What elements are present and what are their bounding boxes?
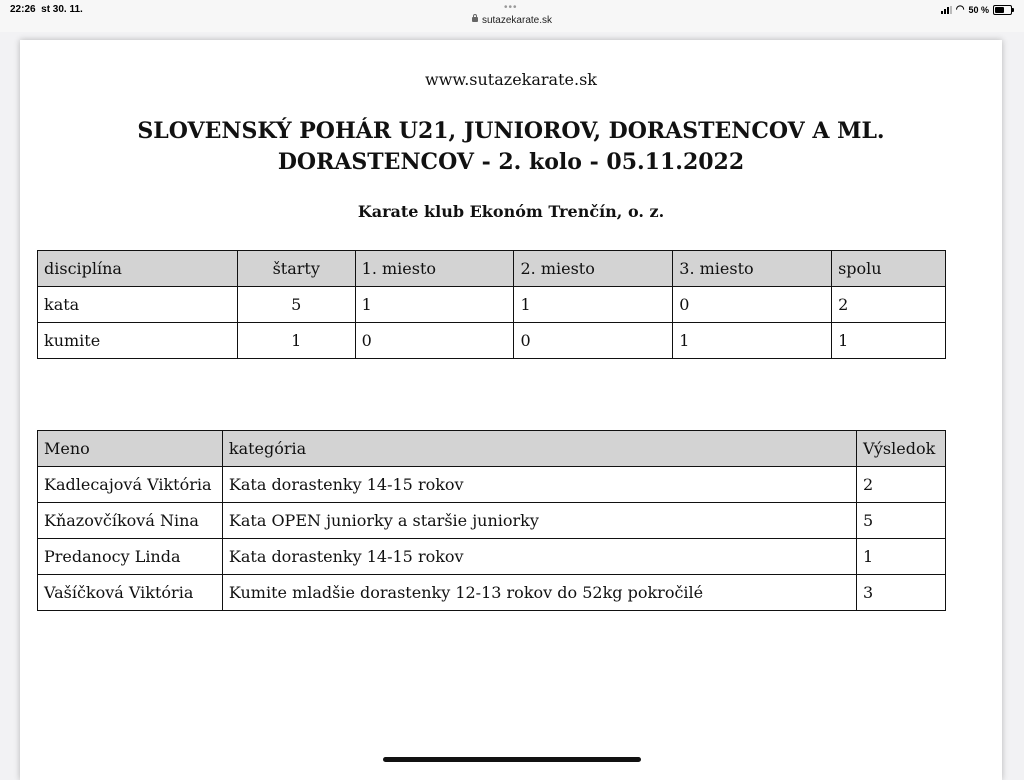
table-cell: 2 bbox=[832, 287, 946, 323]
table-cell: Kata dorastenky 14-15 rokov bbox=[222, 467, 856, 503]
site-url: www.sutazekarate.sk bbox=[425, 70, 597, 89]
col-header: spolu bbox=[832, 251, 946, 287]
table-cell: Kumite mladšie dorastenky 12-13 rokov do 52kg pokročilé bbox=[222, 575, 856, 611]
table-cell: 1 bbox=[673, 323, 832, 359]
table-row bbox=[38, 467, 946, 503]
table-cell: Kadlecajová Viktória bbox=[38, 467, 223, 503]
document-page bbox=[20, 40, 1002, 780]
url-bar[interactable] bbox=[0, 15, 1024, 26]
col-header: 1. miesto bbox=[355, 251, 514, 287]
table-cell: 1 bbox=[856, 539, 945, 575]
table-cell: 1 bbox=[832, 323, 946, 359]
col-header: kategória bbox=[222, 431, 856, 467]
table-cell: 0 bbox=[673, 287, 832, 323]
table-cell: Kata OPEN juniorky a staršie juniorky bbox=[222, 503, 856, 539]
table-row bbox=[38, 539, 946, 575]
table-cell: Predanocy Linda bbox=[38, 539, 223, 575]
table-cell: 3 bbox=[856, 575, 945, 611]
more-dots-icon[interactable]: ••• bbox=[504, 2, 518, 13]
status-indicators bbox=[941, 4, 1012, 15]
title-line-2: DORASTENCOV - 2. kolo - 05.11.2022 bbox=[277, 149, 745, 175]
table-cell: Kňazovčíková Nina bbox=[38, 503, 223, 539]
title-line-1: SLOVENSKÝ POHÁR U21, JUNIOROV, DORASTENCOV A ML. bbox=[137, 118, 885, 144]
battery-icon bbox=[993, 5, 1012, 15]
table-cell: 1 bbox=[237, 323, 355, 359]
table-cell: 5 bbox=[856, 503, 945, 539]
table-cell: 2 bbox=[856, 467, 945, 503]
status-date: st 30. 11. bbox=[41, 4, 83, 15]
table-row bbox=[38, 503, 946, 539]
col-header: 2. miesto bbox=[514, 251, 673, 287]
page-title bbox=[80, 116, 942, 178]
table-header-row bbox=[38, 431, 946, 467]
table-row bbox=[38, 575, 946, 611]
battery-text: 50 % bbox=[968, 4, 989, 15]
table-cell: 0 bbox=[514, 323, 673, 359]
results-table bbox=[37, 430, 946, 611]
table-cell: Vašíčková Viktória bbox=[38, 575, 223, 611]
table-row bbox=[38, 323, 946, 359]
table-cell: 0 bbox=[355, 323, 514, 359]
stats-table bbox=[37, 250, 946, 359]
club-name: Karate klub Ekonóm Trenčín, o. z. bbox=[357, 202, 665, 221]
col-header: 3. miesto bbox=[673, 251, 832, 287]
url-text: sutazekarate.sk bbox=[481, 15, 553, 26]
table-header-row bbox=[38, 251, 946, 287]
signal-icon bbox=[941, 6, 952, 14]
col-header: disciplína bbox=[38, 251, 238, 287]
lock-icon bbox=[472, 17, 478, 22]
table-cell: Kata dorastenky 14-15 rokov bbox=[222, 539, 856, 575]
home-indicator[interactable] bbox=[383, 757, 641, 762]
table-cell: kata bbox=[38, 287, 238, 323]
status-bar bbox=[0, 0, 1024, 32]
col-header: Výsledok bbox=[856, 431, 945, 467]
table-cell: 1 bbox=[355, 287, 514, 323]
table-cell: 1 bbox=[514, 287, 673, 323]
status-time: 22:26 st 30. 11. bbox=[10, 4, 83, 15]
table-cell: 5 bbox=[237, 287, 355, 323]
table-cell: kumite bbox=[38, 323, 238, 359]
table-row bbox=[38, 287, 946, 323]
col-header: štarty bbox=[237, 251, 355, 287]
wifi-icon: ◠ bbox=[955, 4, 965, 15]
col-header: Meno bbox=[38, 431, 223, 467]
